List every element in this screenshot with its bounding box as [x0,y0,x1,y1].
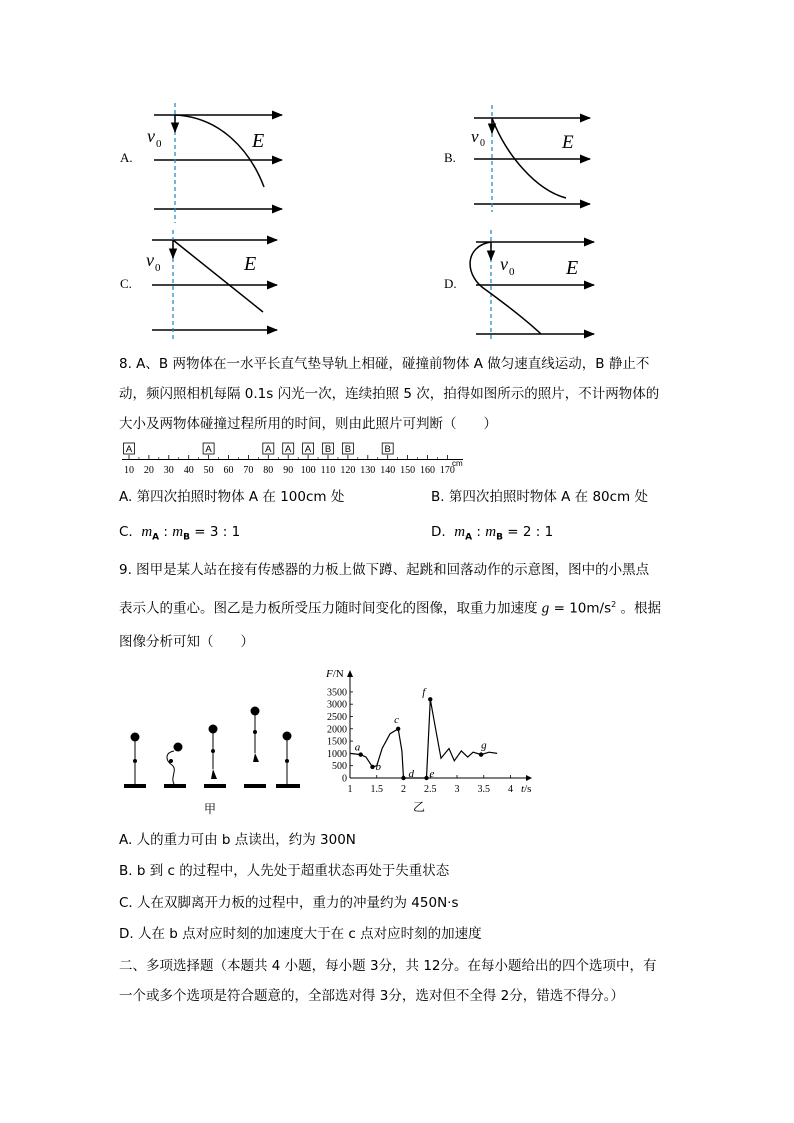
q9-option-d: D. 人在 b 点对应时刻的加速度大于在 c 点对应时刻的加速度 [119,926,482,942]
svg-text:A: A [285,444,292,455]
option-d-label: D. [444,276,457,291]
svg-text:0: 0 [155,262,161,274]
ruler-tick-label: 150 [400,465,416,476]
x-tick-label: 1.5 [370,784,383,795]
ruler-tick-label: 130 [360,465,376,476]
ruler-box-A [203,443,214,455]
y-tick-label: 500 [332,761,347,773]
ruler-tick-label: 170 [439,465,455,476]
svg-text:v: v [500,254,508,274]
y-axis-label: F/N [326,668,344,680]
field-diagram-c [140,228,285,343]
ruler-tick-label: 140 [380,465,396,476]
figure-jia-label: 甲 [204,802,217,816]
point-e [424,776,428,780]
svg-text:A: A [205,444,212,455]
point-f [428,697,432,701]
ruler-tick-label: 60 [223,465,234,476]
x-tick-label: 2.5 [424,784,437,795]
q9-line-2: 表示人的重心。图乙是力板所受压力随时间变化的图像，取重力加速度 $g = 10m/s^2$ 。根据 [119,600,661,617]
x-tick-label: 4 [508,784,513,795]
field-diagram-a [140,95,290,225]
ruler-box-A [124,443,135,455]
ruler-box-B [342,443,353,455]
field-diagram-b [466,100,596,215]
ruler-tick-label: 30 [163,465,174,476]
svg-text:E: E [562,132,574,153]
y-tick-label: 1500 [327,736,347,748]
point-label-c: c [394,713,400,726]
svg-text:v: v [471,127,479,146]
x-axis-arrow [526,775,532,781]
figure-jia-person-motion [120,695,310,795]
field-diagram-d [466,228,601,343]
svg-text:E: E [566,257,579,279]
ruler-tick-label: 160 [420,465,435,476]
ruler-box-B [382,443,393,455]
svg-text:E: E [252,130,265,152]
x-tick-label: 3.5 [477,784,490,795]
q9-option-c: C. 人在双脚离开力板的过程中，重力的冲量约为 450N·s [119,895,459,911]
force-time-chart [318,665,540,797]
svg-text:A: A [125,444,133,455]
ruler-tick-label: 50 [203,465,214,476]
ruler-tick-label: 120 [340,465,356,476]
ruler-tick-label: 40 [183,465,194,476]
point-label-a: a [354,741,361,754]
y-tick-label: 2500 [327,712,347,723]
q8-line-1: 8. A、B 两物体在一水平长直气垫导轨上相碰，碰撞前物体 A 做匀速直线运动，B 静止不 [119,356,650,372]
y-tick-label: 2000 [327,724,347,736]
y-tick-label: 3500 [327,687,347,699]
q8-option-c: C. $m_A$ : $m_B = 3$ : 1 [119,524,241,543]
ruler-box-A [263,443,274,455]
svg-text:B: B [324,444,332,455]
figure-yi-label: 乙 [413,800,426,814]
ruler-tick-label: 110 [320,465,336,476]
svg-text:v: v [146,250,154,270]
q8-option-a: A. 第四次拍照时物体 A 在 100cm 处 [119,489,345,505]
point-label-g: g [481,739,487,752]
option-c-label: C. [120,276,132,291]
point-label-e: e [429,768,435,780]
svg-text:v: v [147,126,155,146]
q8-option-d: D. $m_A$ : $m_B = 2$ : 1 [431,524,554,543]
point-label-b: b [375,760,381,773]
y-axis-arrow [347,670,353,677]
q8-line-3: 大小及两物体碰撞过程所用的时间，则由此照片可判断（ ） [119,416,497,432]
ruler-tick-label: 90 [283,465,294,476]
q8-option-b: B. 第四次拍照时物体 A 在 80cm 处 [431,489,648,505]
x-axis-label: t/s [521,783,532,795]
point-d [401,776,405,780]
svg-text:0: 0 [509,266,515,278]
svg-text:A: A [265,444,272,455]
svg-text:0: 0 [156,138,162,150]
q9-option-a: A. 人的重力可由 b 点读出，约为 300N [119,832,356,848]
svg-text:B: B [384,444,391,455]
ruler-tick-label: 80 [263,465,274,476]
ruler-box-A [303,443,314,455]
ruler-tick-label: 20 [143,465,154,476]
option-b-label: B. [444,150,456,165]
point-b [370,765,374,769]
q9-option-b: B. b 到 c 的过程中，人先处于超重状态再处于失重状态 [119,863,450,879]
ruler-tick-label: 100 [300,465,316,476]
svg-text:B: B [344,444,352,455]
ruler-tick-label: 10 [124,465,134,476]
ruler-tick-label: 70 [243,465,254,476]
q9-line-1: 9. 图甲是某人站在接有传感器的力板上做下蹲、起跳和回落动作的示意图，图中的小黑点 [119,562,650,578]
svg-text:0: 0 [480,138,485,149]
ruler-box-B [323,443,334,455]
svg-text:E: E [244,253,257,275]
y-tick-label: 0 [342,773,347,785]
x-tick-label: 2 [401,784,406,795]
x-tick-label: 1 [347,784,353,795]
point-label-f: f [422,686,426,699]
point-g [479,752,483,756]
point-c [396,727,400,731]
point-label-d: d [408,768,414,780]
y-tick-label: 3000 [327,699,347,711]
q8-line-2: 动，频闪照相机每隔 0.1s 闪光一次，连续拍照 5 次，拍得如图所示的照片，不计两物体的 [119,386,660,402]
ruler-unit: cm [452,459,463,468]
section2-line-2: 一个或多个选项是符合题意的，全部选对得 3分，选对但不全得 2分，错选不得分。） [119,988,625,1004]
q9-line-3: 图像分析可知（ ） [119,634,254,650]
ruler-box-A [283,443,294,455]
y-tick-label: 1000 [327,748,347,760]
section2-line-1: 二、多项选择题（本题共 4 小题，每小题 3分，共 12分。在每小题给出的四个选项中，有 [119,958,657,974]
x-tick-label: 3 [454,784,460,795]
q8-ruler-figure [118,440,478,484]
svg-text:A: A [304,444,312,455]
option-a-label: A. [120,150,133,165]
